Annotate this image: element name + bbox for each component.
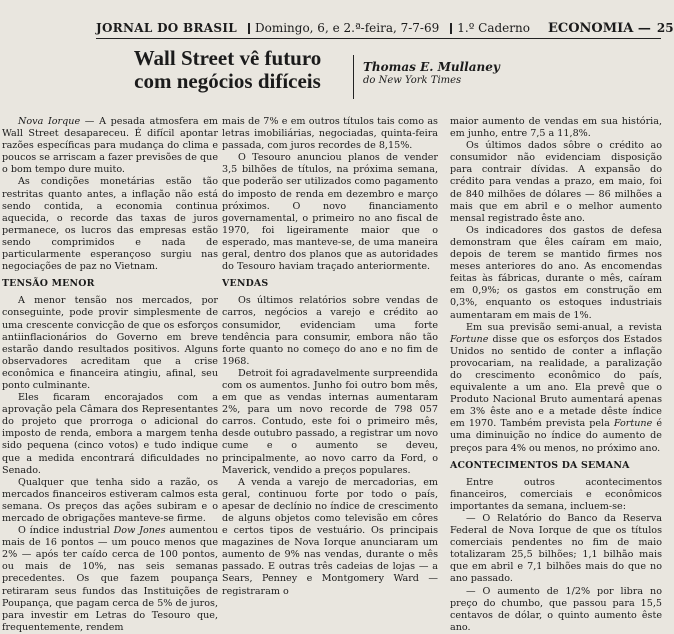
byline <box>363 60 500 88</box>
paragraph: — O Relatório do Banco da Reserva Federal de Nova Iorque de que os títulos comerciais pendentes no fim de maio totalizaram 25,5 bilhões; 1,1 bilhão mais que em abril e 7,1 bilhões mais do que no ano passado. <box>450 513 662 585</box>
headline-block <box>110 47 655 105</box>
emphasis: Fortune <box>613 418 653 430</box>
article-column-2 <box>222 116 438 598</box>
paragraph-text: O índice industrial <box>18 525 114 537</box>
paragraph: — O aumento de 1/2% por libra no preço do chumbo, que passou para 15,5 centavos de dólar, o quinto aumento êste ano. <box>450 585 662 633</box>
article-column-1 <box>2 116 218 634</box>
paragraph-text: — A pesada atmosfera em Wall Street desapareceu. É difícil apontar razões específicas para mudança do clima e poucos se arriscam a fazer previsões de que o bom tempo dure muito. <box>2 116 218 176</box>
paragraph: maior aumento de vendas em sua história, em junho, entre 7,5 a 11,8%. <box>450 116 662 140</box>
paragraph <box>2 116 218 176</box>
paragraph: A menor tensão nos mercados, por conseguinte, pode provir simplesmente de uma crescente convicção de que os esforços antiinflacionários do Governo em breve estarão dando resultados positivos. Alguns observadores acreditam que a crise econômica e financeira atingiu, afinal, seu ponto culminante. <box>2 295 218 391</box>
article-column-3 <box>450 116 662 634</box>
byline-source: do New York Times <box>363 75 462 86</box>
emphasis: Dow Jones <box>113 525 166 537</box>
section-title: ECONOMIA — <box>547 20 651 36</box>
journal-name: JORNAL DO BRASIL <box>96 21 237 35</box>
paragraph: Os indicadores dos gastos de defesa demonstram que êles caíram em maio, depois de terem se mantido firmes nos meses anteriores do ano. As encomendas feitas às fábricas, durante o mês, caíram em 0,9%; os gastos em construção em 0,3%, enquanto os estoques industriais aumentaram em mais de 1%. <box>450 224 662 321</box>
subheading: VENDAS <box>222 278 269 290</box>
paragraph: Os últimos relatórios sobre vendas de carros, negócios a varejo e crédito ao consumidor, evidenciam uma forte tendência para consumir, embora não tão forte quanto no começo do ano e no fim de 1968. <box>222 295 438 367</box>
paragraph: Os últimos dados sôbre o crédito ao consumidor não evidenciam disposição para contrair dívidas. A expansão do crédito para vendas a prazo, em maio, foi de 840 milhões de dólares — 86 milhões a mais que em abril e o melhor aumento mensal registrado êste ano. <box>450 140 662 224</box>
subheading: ACONTECIMENTOS DA SEMANA <box>450 459 630 471</box>
paragraph: A venda a varejo de mercadorias, em geral, continuou forte por todo o país, apesar de declínio no índice de crescimento de alguns objetos como televisão em côres e certos tipos de vestuário. Os principais magazines de Nova Iorque anunciaram um aumento de 9% nas vendas, durante o mês passado. E outras três cadeias de lojas — a Sears, Penney e Montgomery Ward — registraram o <box>222 476 438 597</box>
square-icon <box>248 23 250 34</box>
paragraph-text: é uma diminuição no índice do aumento de preços para 4% ou menos, no próximo ano. <box>450 418 662 454</box>
paragraph-text: Em sua previsão semi-anual, a revista <box>466 321 662 333</box>
paragraph-text: disse que os esforços dos Estados Unidos no sentido de conter a inflação provocariam, na realidade, a paralização do crescimento econômico do país, equivalente a um ano. Ela prevê que o Produto Nacional Bruto aumentará apenas em 3% êste ano e a metade dêste índice em 1970. Também prevista pela <box>450 333 662 430</box>
paragraph: Eles ficaram encorajados com a aprovação pela Câmara dos Representantes do projeto que prorroga o adicional do imposto de renda, embora a margem tenha sido pequena (cinco votos) e tudo indique que a medida encontrará dificuldades no Senado. <box>2 392 218 476</box>
caderno-label: 1.º Caderno <box>457 21 530 35</box>
page-number: 25 <box>656 21 674 35</box>
issue-date: Domingo, 6, e 2.ª-feira, 7-7-69 <box>254 21 440 35</box>
page-header <box>96 18 674 39</box>
subheading: TENSÃO MENOR <box>2 278 95 290</box>
byline-divider <box>353 55 354 99</box>
square-icon <box>450 23 452 34</box>
emphasis: Fortune <box>450 333 489 345</box>
paragraph: As condições monetárias estão tão restritas quanto antes, a inflação não está sendo contida, a economia continua aquecida, o recorde das taxas de juros permanece, os lucros das empresas estão sendo comprimidos e nada de particularmente esperançoso surgiu nas negociações de paz no Vietnam. <box>2 176 218 273</box>
byline-author: Thomas E. Mullaney <box>363 60 500 74</box>
paragraph: Entre outros acontecimentos financeiros, comerciais e econômicos importantes da semana, incluem-se: <box>450 476 662 512</box>
paragraph: mais de 7% e em outros títulos tais como as letras imobiliárias, negociadas, quinta-feira passada, com juros recordes de 8,15%. <box>222 116 438 152</box>
paragraph: Detroit foi agradavelmente surpreendida com os aumentos. Junho foi outro bom mês, em que as vendas internas aumentaram 2%, para um novo recorde de 798 057 carros. Contudo, este foi o primeiro mês, desde outubro passado, a registrar um novo cume e o aumento se deveu, principalmente, ao novo carro da Ford, o Maverick, vendido a preços populares. <box>222 367 438 476</box>
paragraph <box>2 525 218 634</box>
headline <box>110 47 345 93</box>
paragraph-text: aumentou mais de 16 pontos — um pouco menos que 2% — após ter caído cerca de 100 pontos, ou mais de 10%, nas seis semanas precedentes. Os que fazem poupança retiraram seus fundos das Instituições de Poupança, que pagam cerca de 5% de juros, para investir em Letras do Tesouro que, frequentemente, rendem <box>2 525 218 633</box>
paragraph: Qualquer que tenha sido a razão, os mercados financeiros estiveram calmos esta semana. Os preços das ações subiram e o mercado de obrigações manteve-se firme. <box>2 476 218 524</box>
headline-line-1: Wall Street vê futuro <box>133 46 322 70</box>
headline-line-2: com negócios difíceis <box>134 69 321 93</box>
paragraph <box>450 322 662 455</box>
paragraph: O Tesouro anunciou planos de vender 3,5 bilhões de títulos, na próxima semana, que poderão ser utilizados como pagamento do imposto de renda em dezembro e março próximos. O novo financiamento governamental, o primeiro no ano fiscal de 1970, foi ligeiramente maior que o esperado, mas manteve-se, de uma maneira geral, dentro dos planos que as autoridades do Tesouro haviam traçado anteriormente. <box>222 152 438 273</box>
dateline: Nova Iorque <box>18 116 81 127</box>
